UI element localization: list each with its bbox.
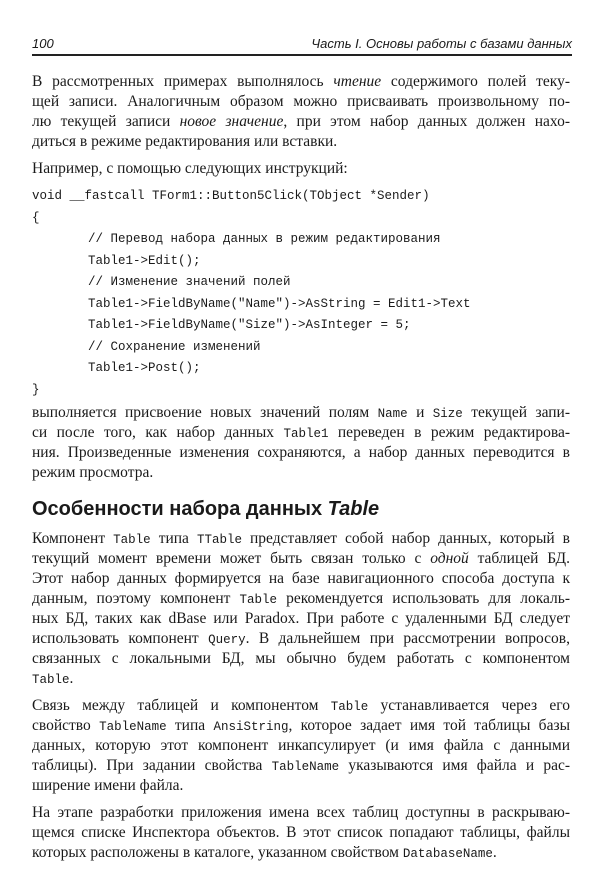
text-line — [32, 589, 570, 609]
text-line — [32, 463, 570, 483]
emphasis: новое значение — [179, 113, 284, 130]
text-line — [32, 843, 570, 863]
text-run: указываются имя файла и рас- — [339, 757, 570, 774]
inline-code: TableName — [271, 760, 340, 774]
text-run: таблицы). При задании свойства — [32, 757, 272, 774]
emphasis: одной — [430, 550, 469, 567]
text-run: . — [69, 670, 74, 687]
text-line — [32, 756, 570, 776]
code-line: // Изменение значений полей — [88, 275, 291, 289]
text-run: текущий момент времени может быть связан только с — [32, 550, 431, 567]
text-run: си после того, как набор данных — [32, 424, 284, 441]
page-number: 100 — [32, 36, 54, 51]
text-run: ных БД, таких как dBase или Paradox. При работе с удаленными БД следует — [32, 610, 570, 627]
code-line: // Перевод набора данных в режим редактирования — [88, 232, 441, 246]
paragraph — [32, 403, 570, 483]
text-run: выполняется присвоение новых значений полям — [32, 404, 378, 421]
paragraph — [32, 696, 570, 796]
text-run: данным, поэтому компонент — [32, 590, 240, 607]
text-line — [32, 569, 570, 589]
text-run: В рассмотренных примерах выполнялось — [32, 73, 334, 90]
code-listing — [32, 186, 570, 401]
text-run: устанавливается через его — [368, 697, 570, 714]
text-line — [32, 132, 570, 152]
text-line — [32, 112, 570, 132]
code-line: void __fastcall TForm1::Button5Click(TObject *Sender) — [32, 189, 430, 203]
code-line: Table1->Edit(); — [88, 253, 201, 268]
text-run: рекомендуется использовать для локаль- — [277, 590, 570, 607]
text-run: щей записи. Аналогичным образом можно присваивать произвольному по- — [32, 93, 570, 110]
text-line — [32, 669, 570, 689]
text-line — [32, 629, 570, 649]
text-run: свойство — [32, 717, 100, 734]
text-line — [32, 549, 570, 569]
inline-code: Table — [330, 700, 369, 714]
code-line: Table1->FieldByName("Name")->AsString = Edit1->Text — [88, 296, 471, 311]
text-run: , при этом набор данных должен нахо- — [283, 113, 571, 130]
code-line: Table1->FieldByName("Size")->AsInteger = 5; — [88, 318, 411, 332]
text-line — [32, 649, 570, 669]
text-run: переведен в режим редактирова- — [328, 424, 570, 441]
text-run: . В дальнейшем при рассмотрении вопросов, — [245, 630, 570, 647]
inline-code: Table — [239, 593, 277, 607]
paragraph — [32, 72, 570, 152]
text-run: Например, с помощью следующих инструкций: — [32, 160, 348, 177]
inline-code: TTable — [196, 533, 242, 547]
inline-code: Size — [432, 407, 463, 421]
heading-italic: Table — [327, 498, 380, 520]
text-run: данных, которую этот компонент инкапсулирует (и имя файла с данными — [32, 737, 570, 754]
text-line — [32, 736, 570, 756]
text-run: типа — [150, 530, 197, 547]
text-run: ния. Произведенные изменения сохраняются, а набор данных переводится в — [32, 444, 570, 461]
code-line: // Сохранение изменений — [88, 339, 261, 354]
text-line — [32, 609, 570, 629]
inline-code: AnsiString — [213, 720, 289, 734]
text-line — [32, 803, 570, 823]
text-run: использовать компонент — [32, 630, 209, 647]
text-line — [32, 403, 570, 423]
running-title: Часть I. Основы работы с базами данных — [311, 36, 572, 51]
code-line: { — [32, 210, 40, 225]
text-line — [32, 776, 570, 796]
text-run: лю текущей записи — [32, 113, 180, 130]
text-run: и — [407, 404, 433, 421]
text-run: Связь между таблицей и компонентом — [32, 697, 331, 714]
text-line — [32, 72, 570, 92]
inline-code: Table — [32, 673, 70, 687]
text-run: . — [492, 844, 497, 861]
text-run: представляет собой набор данных, который в — [241, 530, 570, 547]
inline-code: Name — [377, 407, 408, 421]
code-line: } — [32, 382, 40, 397]
code-line: Table1->Post(); — [88, 361, 201, 375]
inline-code: TableName — [99, 720, 167, 734]
page-body — [32, 72, 570, 870]
text-line — [32, 443, 570, 463]
section-heading — [32, 497, 570, 521]
text-run: текущей запи- — [462, 404, 570, 421]
text-run: которых расположены в каталоге, указанном свойством — [32, 844, 403, 861]
text-run: щемся списке Инспектора объектов. В этот список попадают таблицы, файлы — [32, 824, 570, 841]
paragraph — [32, 529, 570, 689]
text-run: Компонент — [32, 530, 114, 547]
text-run: содержимого полей теку- — [381, 73, 571, 90]
running-header — [32, 34, 572, 56]
inline-code: DatabaseName — [402, 847, 493, 861]
inline-code: Table1 — [283, 427, 329, 441]
paragraph — [32, 159, 570, 179]
text-line — [32, 529, 570, 549]
heading-text: Особенности набора данных — [32, 498, 328, 520]
text-line — [32, 823, 570, 843]
text-run: ширение имени файла. — [32, 777, 184, 794]
text-run: таблицей БД. — [468, 550, 570, 567]
text-line — [32, 716, 570, 736]
text-run: типа — [166, 717, 214, 734]
text-run: диться в режиме редактирования или вставки. — [32, 133, 338, 150]
text-run: связанных с локальными БД, мы обычно будем работать с компонентом — [32, 650, 570, 667]
text-line — [32, 696, 570, 716]
text-run: режим просмотра. — [32, 464, 154, 481]
text-run: Этот набор данных формируется на базе навигационного способа доступа к — [32, 570, 570, 587]
text-line — [32, 159, 570, 179]
paragraph — [32, 803, 570, 863]
text-run: На этапе разработки приложения имена всех таблиц доступны в раскрываю- — [32, 804, 570, 821]
emphasis: чтение — [333, 73, 382, 90]
text-run: , которое задает имя той таблицы базы — [288, 717, 570, 734]
inline-code: Query — [208, 633, 246, 647]
text-line — [32, 92, 570, 112]
inline-code: Table — [113, 533, 151, 547]
text-line — [32, 423, 570, 443]
